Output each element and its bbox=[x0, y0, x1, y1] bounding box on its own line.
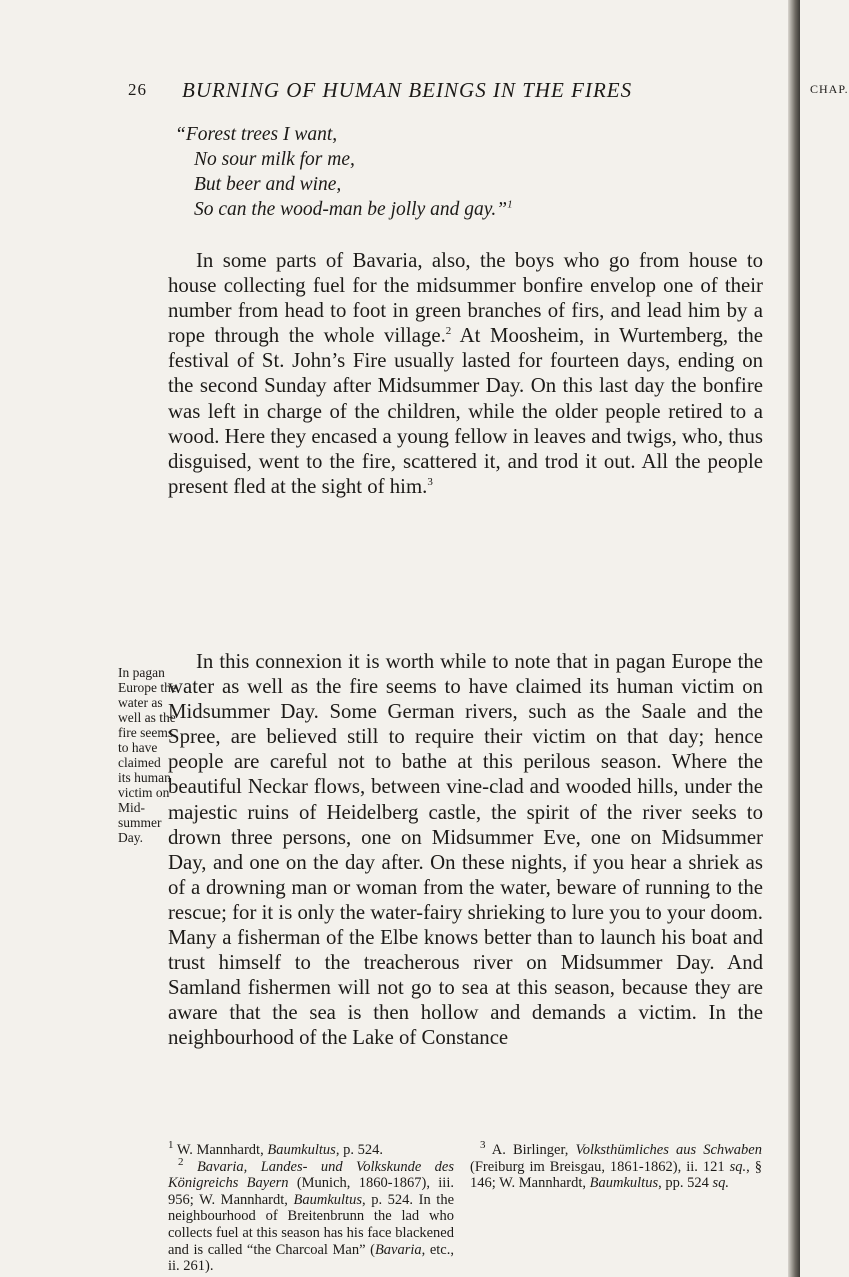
marginal-note-line: fire seems bbox=[118, 725, 174, 740]
paragraph-text-b: At Moosheim, in Wurtemberg, the festival of St. John’s Fire usually lasted for fourteen days, ending on the second Sunday after Midsummer Day. On this last day the bonfire was left in charge of the children, while the older people retired to a wood. Here they encased a young fellow in leaves and twigs, who, thus disguised, went to the fire, scattered it, and trod it out. All the people present fled at the sight of him. bbox=[168, 324, 764, 498]
footnote-text: W. Mannhardt, bbox=[173, 1142, 268, 1158]
page-edge-shadow bbox=[788, 0, 800, 1277]
footnote-ref: 2 bbox=[445, 325, 452, 338]
running-title: BURNING OF HUMAN BEINGS IN THE FIRES bbox=[182, 78, 633, 102]
verse-quotation bbox=[175, 122, 513, 222]
footnote-title: Baumkultus bbox=[293, 1191, 362, 1208]
footnote-text: A. Birlinger, bbox=[485, 1142, 576, 1158]
footnotes-column-right bbox=[470, 1139, 762, 1192]
footnote-title: Bavaria, Landes- und Volkskunde des Königreichs Bayern bbox=[168, 1158, 455, 1192]
footnote-ref: 1 bbox=[507, 198, 513, 211]
verse-line: No sour milk for me, bbox=[194, 149, 355, 170]
footnote-1 bbox=[168, 1139, 454, 1159]
footnote-3 bbox=[470, 1139, 762, 1192]
footnote-abbrev: sq. bbox=[729, 1158, 747, 1175]
marginal-note-line: Europe the bbox=[118, 680, 177, 695]
footnote-abbrev: sq. bbox=[712, 1175, 729, 1192]
footnote-number: 3 bbox=[480, 1139, 486, 1152]
verse-line-text: So can the wood-man be jolly and gay.” bbox=[194, 199, 508, 220]
page-number: 26 bbox=[128, 80, 147, 99]
footnote-number: 2 bbox=[178, 1155, 184, 1168]
footnote-text: , p. 524. bbox=[335, 1142, 383, 1158]
verse-line-last bbox=[175, 197, 513, 222]
footnote-text: (Munich, 1860-1867), iii. 956; W. Mannhardt, bbox=[168, 1175, 454, 1208]
marginal-note-line: summer bbox=[118, 815, 162, 830]
footnote-title: Bavaria bbox=[374, 1241, 422, 1258]
footnote-number: 1 bbox=[168, 1139, 174, 1152]
verse-line: “Forest trees I want, bbox=[175, 124, 338, 145]
marginal-note-line: claimed bbox=[118, 755, 161, 770]
footnote-text: , p. 524. In the neighbourhood of Breitenbrunn the lad who collects fuel at this season has his face blackened and is called “the Charcoal Man” ( bbox=[168, 1191, 455, 1258]
marginal-note-line: In pagan bbox=[118, 665, 165, 680]
chapter-label: CHAP. bbox=[810, 82, 849, 96]
marginal-note-line: victim on bbox=[118, 785, 170, 800]
marginal-note-line: water as bbox=[118, 695, 163, 710]
footnote-title: Baumkultus bbox=[589, 1175, 659, 1192]
footnote-text: , pp. 524 bbox=[658, 1175, 713, 1192]
paragraph-text-a: In some parts of Bavaria, also, the boys who go from house to house collecting fuel for the midsummer bonfire envelop one of their number from head to foot in green branches of firs, and lead him by a rope through the whole village. bbox=[168, 249, 763, 348]
paragraph bbox=[168, 248, 763, 499]
footnote-title: Baumkultus bbox=[267, 1142, 336, 1158]
marginal-note bbox=[118, 665, 177, 845]
verse-line: But beer and wine, bbox=[194, 174, 342, 195]
footnote-ref: 3 bbox=[427, 475, 433, 488]
footnote-text: (Freiburg im Breisgau, 1861-1862), ii. 121 bbox=[470, 1158, 730, 1175]
marginal-note-line: Day. bbox=[118, 830, 143, 845]
marginal-note-line: well as the bbox=[118, 710, 176, 725]
marginal-note-line: Mid- bbox=[118, 800, 145, 815]
footnote-2 bbox=[168, 1155, 455, 1275]
footnote-text: , § 146; W. Mannhardt, bbox=[470, 1158, 762, 1192]
paragraph bbox=[168, 649, 763, 1051]
running-header bbox=[128, 78, 849, 108]
paragraph-text bbox=[168, 248, 763, 499]
footnote-text: , etc., ii. 261). bbox=[168, 1241, 454, 1275]
footnote-title: Volksthümliches aus Schwaben bbox=[575, 1142, 762, 1158]
paragraph-text: In this connexion it is worth while to note that in pagan Europe the water as well as the fire seems to have claimed its human victim on Midsummer Day. Some German rivers, such as the Saale and the Spree, are believed still to require their victim on that day; hence people are careful not to bathe at this perilous season. Where the beautiful Neckar flows, between vine-clad and wooded hills, under the majestic ruins of Heidelberg castle, the spirit of the river seeks to drown three persons, one on Midsummer Eve, one on Midsummer Day, and one on the day after. On these nights, if you hear a shriek as of a drowning man or woman from the water, beware of running to the rescue; for it is only the water-fairy shrieking to lure you to your doom. Many a fisherman of the Elbe knows better than to launch his boat and trust himself to the treacherous river on Midsummer Day. And Samland fishermen will not go to sea at this season, because they are aware that the sea is then hollow and demands a victim. In the neighbourhood of the Lake of Constance bbox=[168, 650, 763, 1050]
marginal-note-line: to have bbox=[118, 740, 158, 755]
footnotes-column-left bbox=[168, 1139, 455, 1275]
marginal-note-line: its human bbox=[118, 770, 171, 785]
